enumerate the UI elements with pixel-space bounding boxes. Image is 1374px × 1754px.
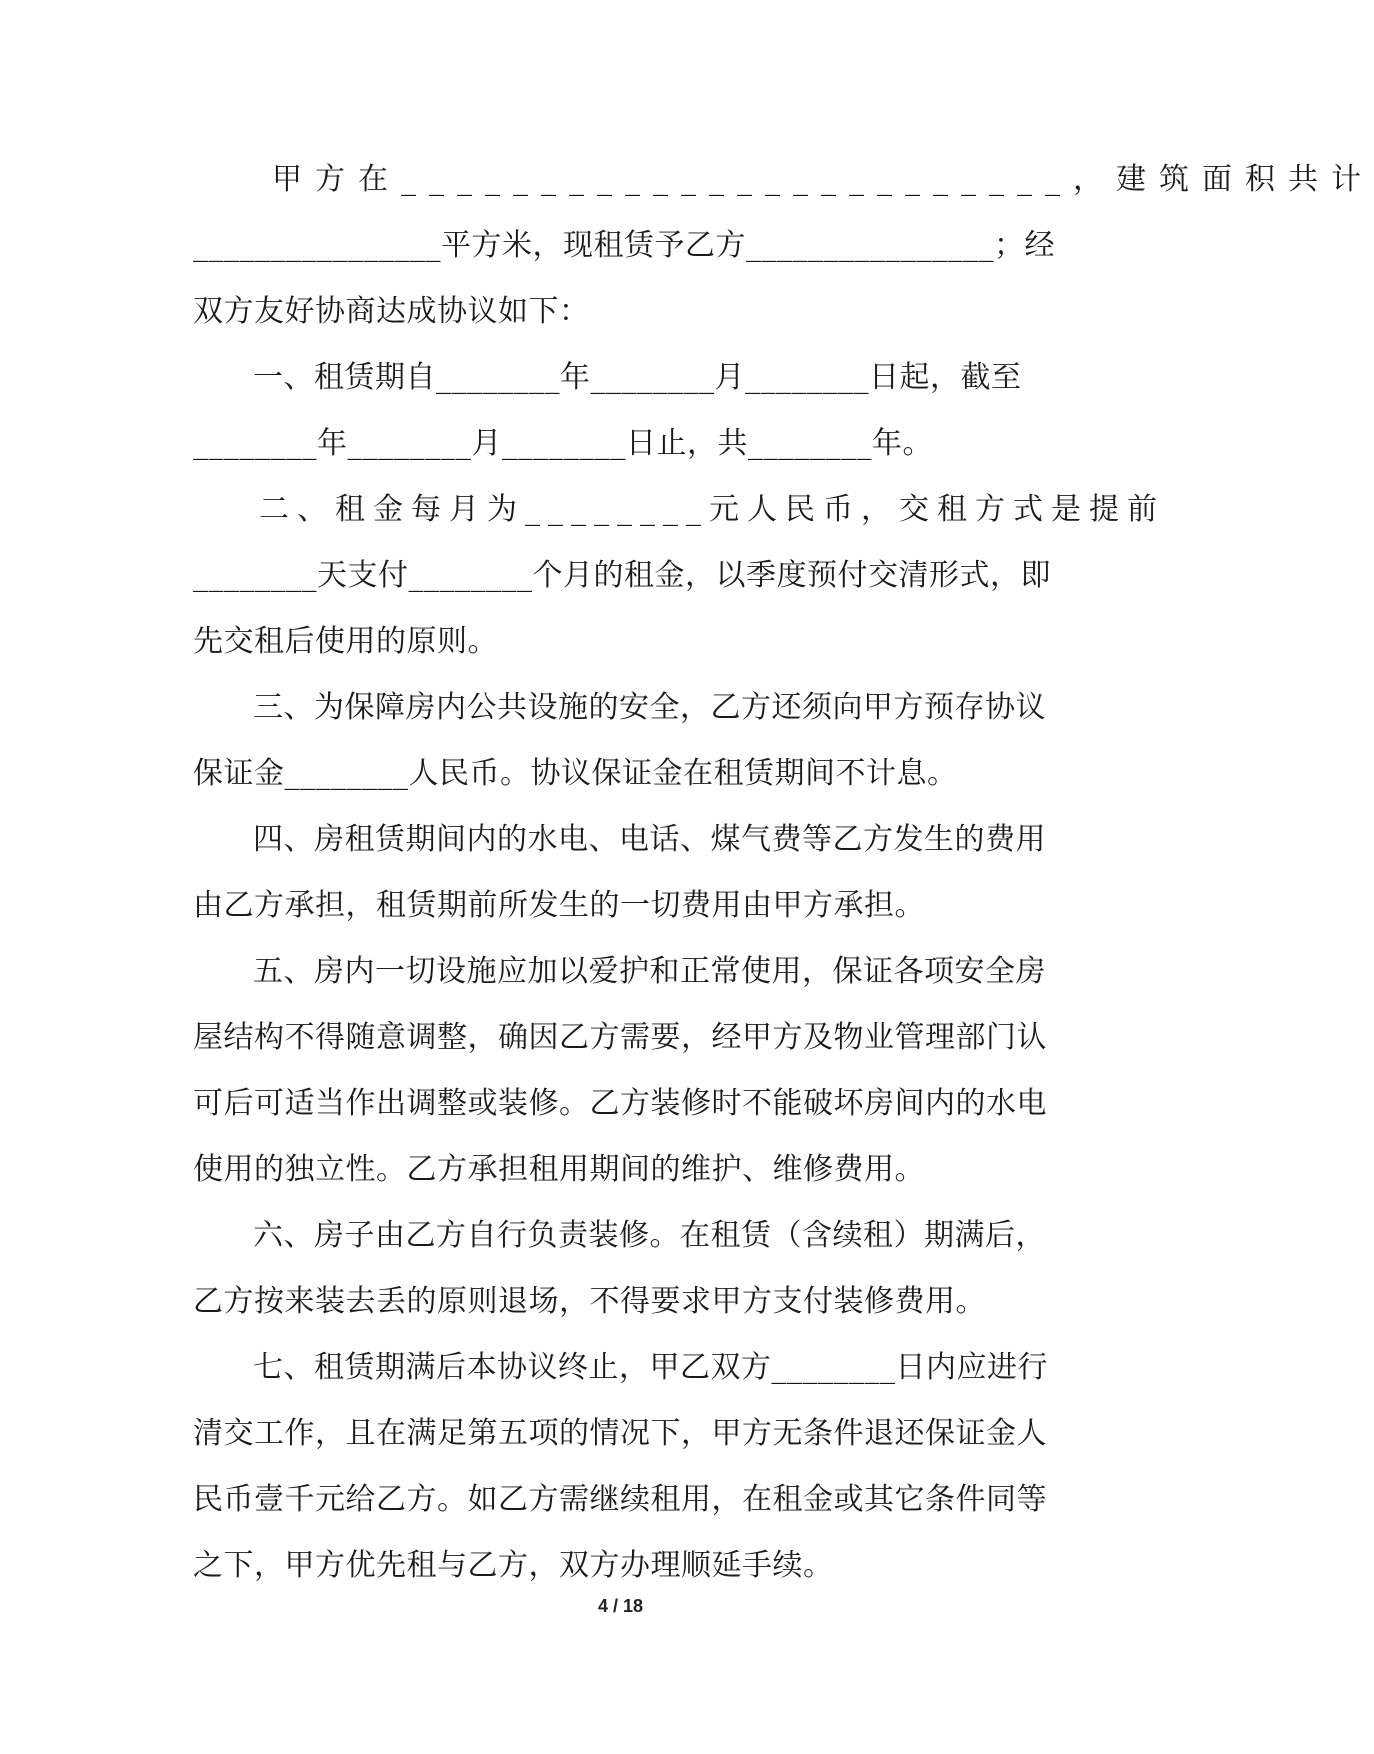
contract-line-3: 双方友好协商达成协议如下： (193, 294, 590, 329)
contract-line-13: 五、房内一切设施应加以爱护和正常使用，保证各项安全房 (253, 954, 1046, 989)
contract-line-19: 七、租赁期满后本协议终止，甲乙双方________日内应进行 (253, 1350, 1048, 1385)
contract-line-5: ________年________月________日止，共________年。 (193, 426, 933, 461)
contract-line-1: 甲方在________________________，建筑面积共计 (272, 162, 1374, 197)
contract-line-17: 六、房子由乙方自行负责装修。在租赁（含续租）期满后， (253, 1218, 1046, 1253)
contract-line-8: 先交租后使用的原则。 (193, 624, 498, 659)
contract-line-22: 之下，甲方优先租与乙方，双方办理顺延手续。 (193, 1548, 834, 1583)
contract-line-10: 保证金________人民币。协议保证金在租赁期间不计息。 (193, 756, 958, 791)
contract-line-16: 使用的独立性。乙方承担租用期间的维护、维修费用。 (193, 1152, 925, 1187)
contract-line-9: 三、为保障房内公共设施的安全，乙方还须向甲方预存协议 (253, 690, 1046, 725)
contract-line-6: 二、租金每月为________元人民币，交租方式是提前 (259, 492, 1165, 527)
contract-line-20: 清交工作，且在满足第五项的情况下，甲方无条件退还保证金人 (193, 1416, 1047, 1451)
contract-line-7: ________天支付________个月的租金，以季度预付交清形式，即 (193, 558, 1051, 593)
contract-line-12: 由乙方承担，租赁期前所发生的一切费用由甲方承担。 (193, 888, 925, 923)
contract-line-14: 屋结构不得随意调整，确因乙方需要，经甲方及物业管理部门认 (193, 1020, 1047, 1055)
contract-line-2: ________________平方米，现租赁予乙方________________；经 (193, 228, 1055, 263)
page-number: 4 / 18 (597, 1596, 644, 1616)
contract-line-15: 可后可适当作出调整或装修。乙方装修时不能破坏房间内的水电 (193, 1086, 1047, 1121)
contract-line-11: 四、房租赁期间内的水电、电话、煤气费等乙方发生的费用 (253, 822, 1046, 857)
contract-line-18: 乙方按来装去丢的原则退场，不得要求甲方支付装修费用。 (193, 1284, 986, 1319)
contract-line-4: 一、租赁期自________年________月________日起，截至 (253, 360, 1022, 395)
contract-line-21: 民币壹千元给乙方。如乙方需继续租用，在租金或其它条件同等 (193, 1482, 1047, 1517)
